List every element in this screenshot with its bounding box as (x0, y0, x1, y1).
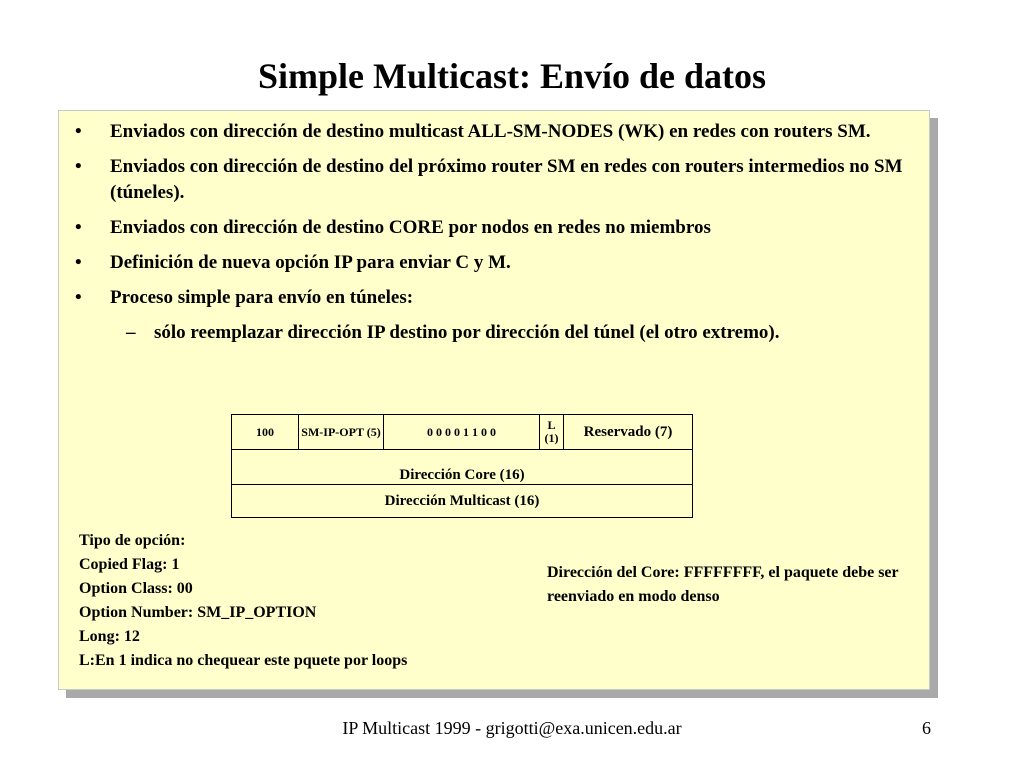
multicast-address-row (232, 485, 692, 517)
bullet-item (59, 119, 929, 145)
bullet-item (59, 215, 929, 241)
bullet-dot-icon: • (75, 121, 82, 142)
ip-option-format-diagram (231, 414, 693, 518)
sub-bullet-text: sólo reemplazar dirección IP destino por dirección del túnel (el otro extremo). (154, 322, 780, 343)
bullet-text: Definición de nueva opción IP para enviar C y M. (110, 252, 511, 273)
option-info-line: Option Class: 00 (79, 580, 193, 597)
option-header-row (232, 415, 692, 450)
footer-text: IP Multicast 1999 - grigotti@exa.unicen.edu.ar (342, 718, 682, 738)
field-l-flag: L (1) (540, 415, 564, 449)
bullet-dot-icon: • (75, 156, 82, 177)
option-info-line: Copied Flag: 1 (79, 556, 180, 573)
field-type-bits: 100 (232, 415, 299, 449)
sub-bullet-item (59, 320, 929, 346)
bullet-text: Enviados con dirección de destino CORE por nodos en redes no miembros (110, 217, 711, 238)
bullet-dot-icon: • (75, 217, 82, 238)
option-info-line: Tipo de opción: (79, 532, 186, 549)
bullet-dot-icon: • (75, 287, 82, 308)
bullet-list (59, 119, 929, 355)
bullet-item (59, 285, 929, 311)
option-info-block (79, 529, 407, 673)
bullet-text: Enviados con dirección de destino multicast ALL-SM-NODES (WK) en redes con routers SM. (110, 121, 871, 142)
dash-icon: – (126, 322, 136, 343)
option-info-line: Long: 12 (79, 628, 140, 645)
content-panel (58, 110, 930, 690)
field-length-bits: 0 0 0 0 1 1 0 0 (384, 415, 540, 449)
slide-title: Simple Multicast: Envío de datos (257, 56, 767, 96)
core-address-note: Dirección del Core: FFFFFFFF, el paquete debe ser reenviado en modo denso (547, 564, 899, 605)
field-sm-ip-opt: SM-IP-OPT (5) (299, 415, 384, 449)
core-address-row (232, 450, 692, 485)
field-reserved: Reservado (7) (583, 423, 673, 440)
bullet-text: Proceso simple para envío en túneles: (110, 287, 414, 308)
multicast-address-label: Dirección Multicast (16) (384, 492, 540, 509)
core-address-label: Dirección Core (16) (399, 467, 525, 483)
bullet-dot-icon: • (75, 252, 82, 273)
option-info-line: Option Number: SM_IP_OPTION (79, 604, 317, 621)
bullet-item (59, 154, 929, 206)
option-info-line: L:En 1 indica no chequear este pquete por loops (79, 652, 408, 669)
bullet-item (59, 250, 929, 276)
page-number: 6 (922, 718, 931, 738)
bullet-text: Enviados con dirección de destino del próximo router SM en redes con routers intermedios no SM (túneles). (110, 156, 903, 203)
